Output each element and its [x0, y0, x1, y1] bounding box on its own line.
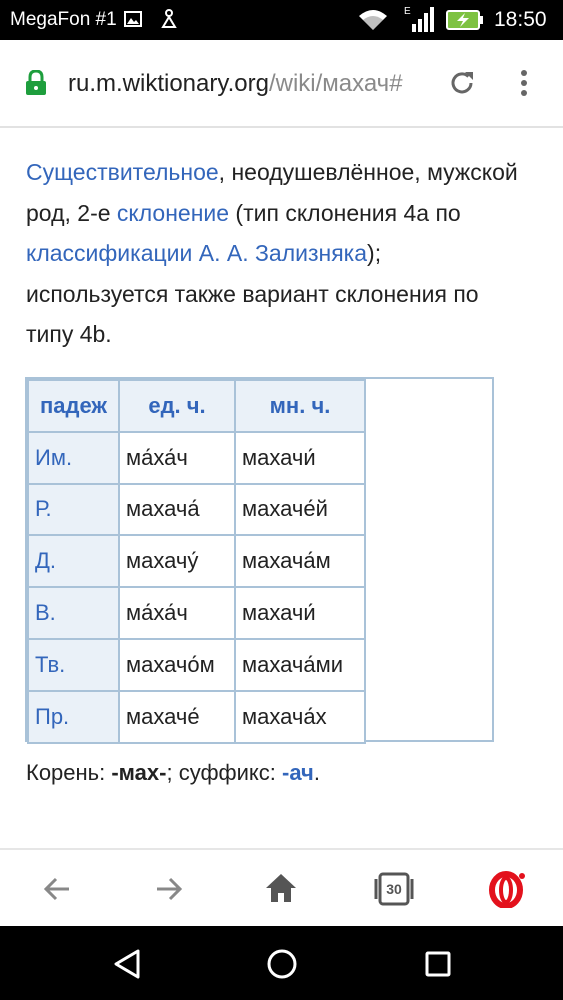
link-declension[interactable]: склонение: [116, 199, 230, 226]
case-label[interactable]: В.: [28, 587, 119, 639]
table-row: [28, 432, 365, 484]
morpheme-end: .: [313, 760, 320, 785]
singular-form: махачу́: [119, 535, 235, 587]
page-content: [0, 130, 563, 848]
system-nav-bar: [0, 926, 563, 1000]
system-recent-apps-icon[interactable]: [424, 950, 452, 978]
back-arrow-icon[interactable]: [42, 874, 72, 904]
suffix-label: ; суффикс:: [166, 760, 283, 785]
singular-form: махаче́: [119, 691, 235, 743]
case-label[interactable]: Д.: [28, 535, 119, 587]
description-text-3: ); используется также вариант склонения по типу 4b.: [26, 240, 479, 347]
header-case: падеж: [28, 380, 119, 432]
declension-description: [26, 152, 526, 355]
root-label: Корень:: [26, 760, 112, 785]
singular-form: махачо́м: [119, 639, 235, 691]
cell-signal-icon: [402, 4, 436, 34]
singular-form: махача́: [119, 484, 235, 536]
header-singular: ед. ч.: [119, 380, 235, 432]
carrier-name: MegaFon #1: [10, 9, 117, 30]
battery-charging-icon: [446, 9, 484, 31]
description-text-2: (тип склонения 4a по: [229, 199, 461, 226]
clock: 18:50: [494, 8, 547, 31]
url-domain: ru.m.wiktionary.org: [68, 70, 269, 97]
plural-form: махачи́: [235, 432, 365, 484]
case-label[interactable]: Пр.: [28, 691, 119, 743]
browser-toolbar: [0, 848, 563, 926]
system-back-icon[interactable]: [112, 948, 142, 980]
reload-icon[interactable]: [447, 68, 477, 98]
url-path: /wiki/махач#: [268, 70, 403, 97]
opera-logo-icon[interactable]: [488, 870, 528, 908]
system-home-icon[interactable]: [266, 948, 298, 980]
plural-form: махача́ми: [235, 639, 365, 691]
image-notification-icon: [124, 11, 142, 27]
forward-arrow-icon[interactable]: [154, 874, 184, 904]
plural-form: махаче́й: [235, 484, 365, 536]
network-type-label: E: [404, 6, 411, 17]
description-text-1: , неодушевлённое, мужской род, 2-е: [26, 159, 518, 226]
wifi-icon: [358, 8, 388, 32]
declension-table: [25, 377, 494, 742]
table-row: [28, 587, 365, 639]
link-noun[interactable]: Существительное: [26, 159, 219, 185]
lock-icon[interactable]: [25, 70, 47, 96]
table-row: [28, 691, 365, 743]
table-header-row: [28, 380, 365, 432]
plural-form: махачи́: [235, 587, 365, 639]
plural-form: махача́х: [235, 691, 365, 743]
morpheme-line: [26, 760, 320, 786]
tabs-button[interactable]: [374, 870, 414, 908]
case-label[interactable]: Р.: [28, 484, 119, 536]
singular-form: ма́ха́ч: [119, 432, 235, 484]
link-zaliznyak-classification[interactable]: классификации А. А. Зализняка: [26, 240, 368, 266]
url-text[interactable]: [68, 70, 403, 98]
root-morpheme: -мах-: [111, 760, 167, 785]
more-menu-icon[interactable]: [516, 68, 532, 98]
tabs-count: 30: [386, 881, 402, 897]
table-row: [28, 484, 365, 536]
header-plural: мн. ч.: [235, 380, 365, 432]
table-row: [28, 535, 365, 587]
suffix-link[interactable]: -ач: [282, 760, 314, 785]
accessibility-notification-icon: [160, 9, 178, 29]
case-label[interactable]: Тв.: [28, 639, 119, 691]
singular-form: ма́ха́ч: [119, 587, 235, 639]
home-icon[interactable]: [264, 872, 298, 904]
plural-form: махача́м: [235, 535, 365, 587]
case-label[interactable]: Им.: [28, 432, 119, 484]
status-bar: [0, 0, 563, 40]
address-bar[interactable]: [0, 40, 563, 128]
table-row: [28, 639, 365, 691]
